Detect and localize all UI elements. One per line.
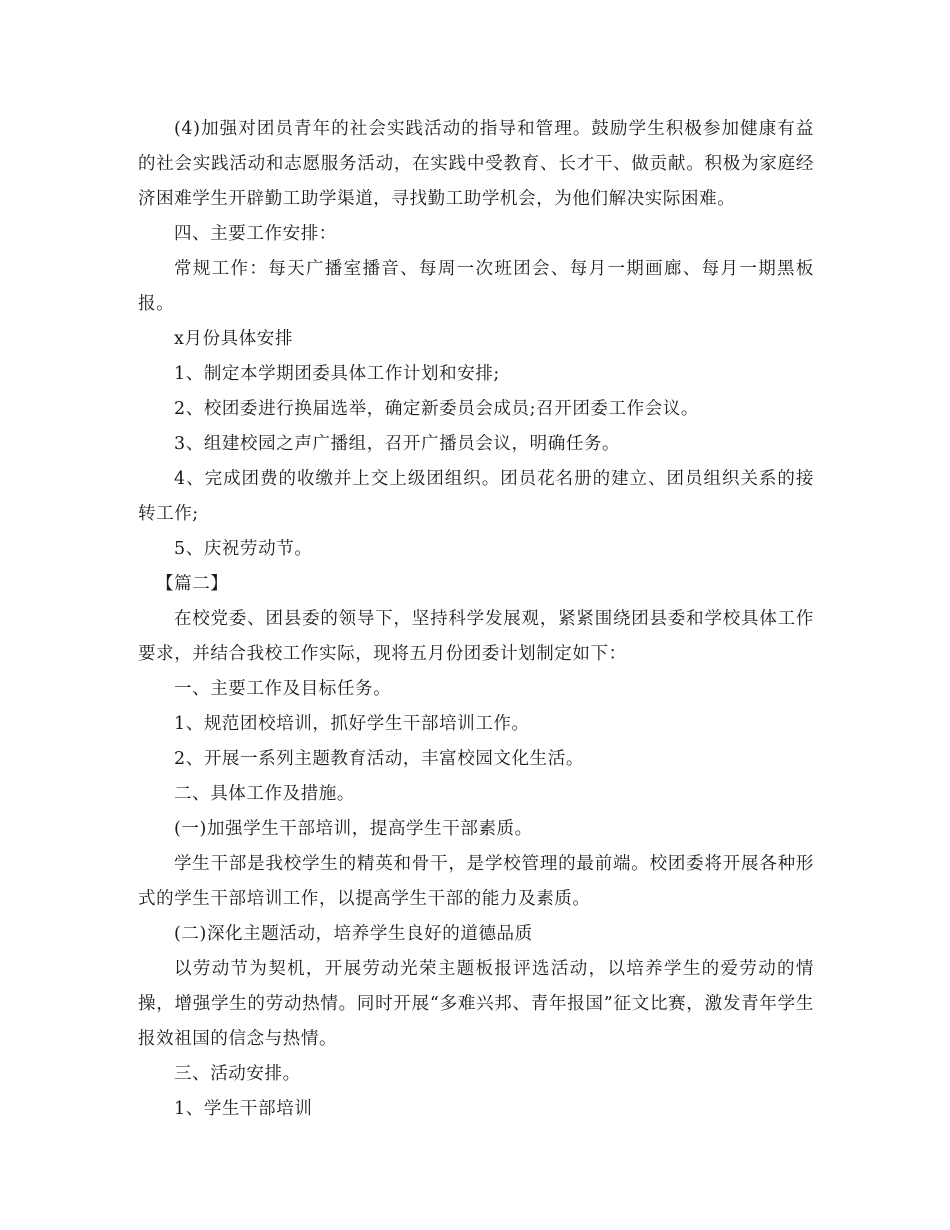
- subsection-heading: (一)加强学生干部培训，提高学生干部素质。: [174, 819, 533, 839]
- paragraph: (4)加强对团员青年的社会实践活动的指导和管理。鼓励学生积极参加健康有益的社会实践活动和志愿服务活动，在实践中受教育、长才干、做贡献。积极为家庭经济困难学生开辟勤工助学渠道，寻找勤工助学机会，为他们解决实际困难。: [138, 119, 814, 209]
- paragraph: 学生干部是我校学生的精英和骨干，是学校管理的最前端。校团委将开展各种形式的学生干部培训工作，以提高学生干部的能力及素质。: [138, 854, 814, 909]
- paragraph: 以劳动节为契机，开展劳动光荣主题板报评选活动，以培养学生的爱劳动的情操，增强学生的劳动热情。同时开展“多难兴邦、青年报国”征文比赛，激发青年学生报效祖国的信念与热情。: [138, 959, 814, 1049]
- subsection-heading: (二)深化主题活动，培养学生良好的道德品质: [174, 924, 533, 944]
- list-item: 1、学生干部培训: [174, 1099, 313, 1119]
- section-heading: 三、活动安排。: [174, 1064, 301, 1084]
- paragraph: x月份具体安排: [174, 329, 294, 349]
- part-heading: 【篇二】: [156, 574, 229, 594]
- list-item: 2、校团委进行换届选举，确定新委员会成员;召开团委工作会议。: [174, 399, 700, 419]
- list-item: 4、完成团费的收缴并上交上级团组织。团员花名册的建立、团员组织关系的接转工作;: [138, 469, 814, 524]
- paragraph: 常规工作：每天广播室播音、每周一次班团会、每月一期画廊、每月一期黑板报。: [138, 259, 814, 314]
- section-heading: 二、具体工作及措施。: [174, 784, 355, 804]
- section-heading: 一、主要工作及目标任务。: [174, 679, 392, 699]
- section-heading: 四、主要工作安排：: [174, 224, 337, 244]
- list-item: 1、制定本学期团委具体工作计划和安排;: [174, 364, 500, 384]
- list-item: 5、庆祝劳动节。: [174, 539, 313, 559]
- paragraph: 在校党委、团县委的领导下，坚持科学发展观，紧紧围绕团县委和学校具体工作要求，并结合我校工作实际，现将五月份团委计划制定如下：: [138, 609, 814, 664]
- document-body: [138, 112, 814, 1127]
- list-item: 3、组建校园之声广播组，召开广播员会议，明确任务。: [174, 434, 621, 454]
- list-item: 2、开展一系列主题教育活动，丰富校园文化生活。: [174, 749, 584, 769]
- list-item: 1、规范团校培训，抓好学生干部培训工作。: [174, 714, 530, 734]
